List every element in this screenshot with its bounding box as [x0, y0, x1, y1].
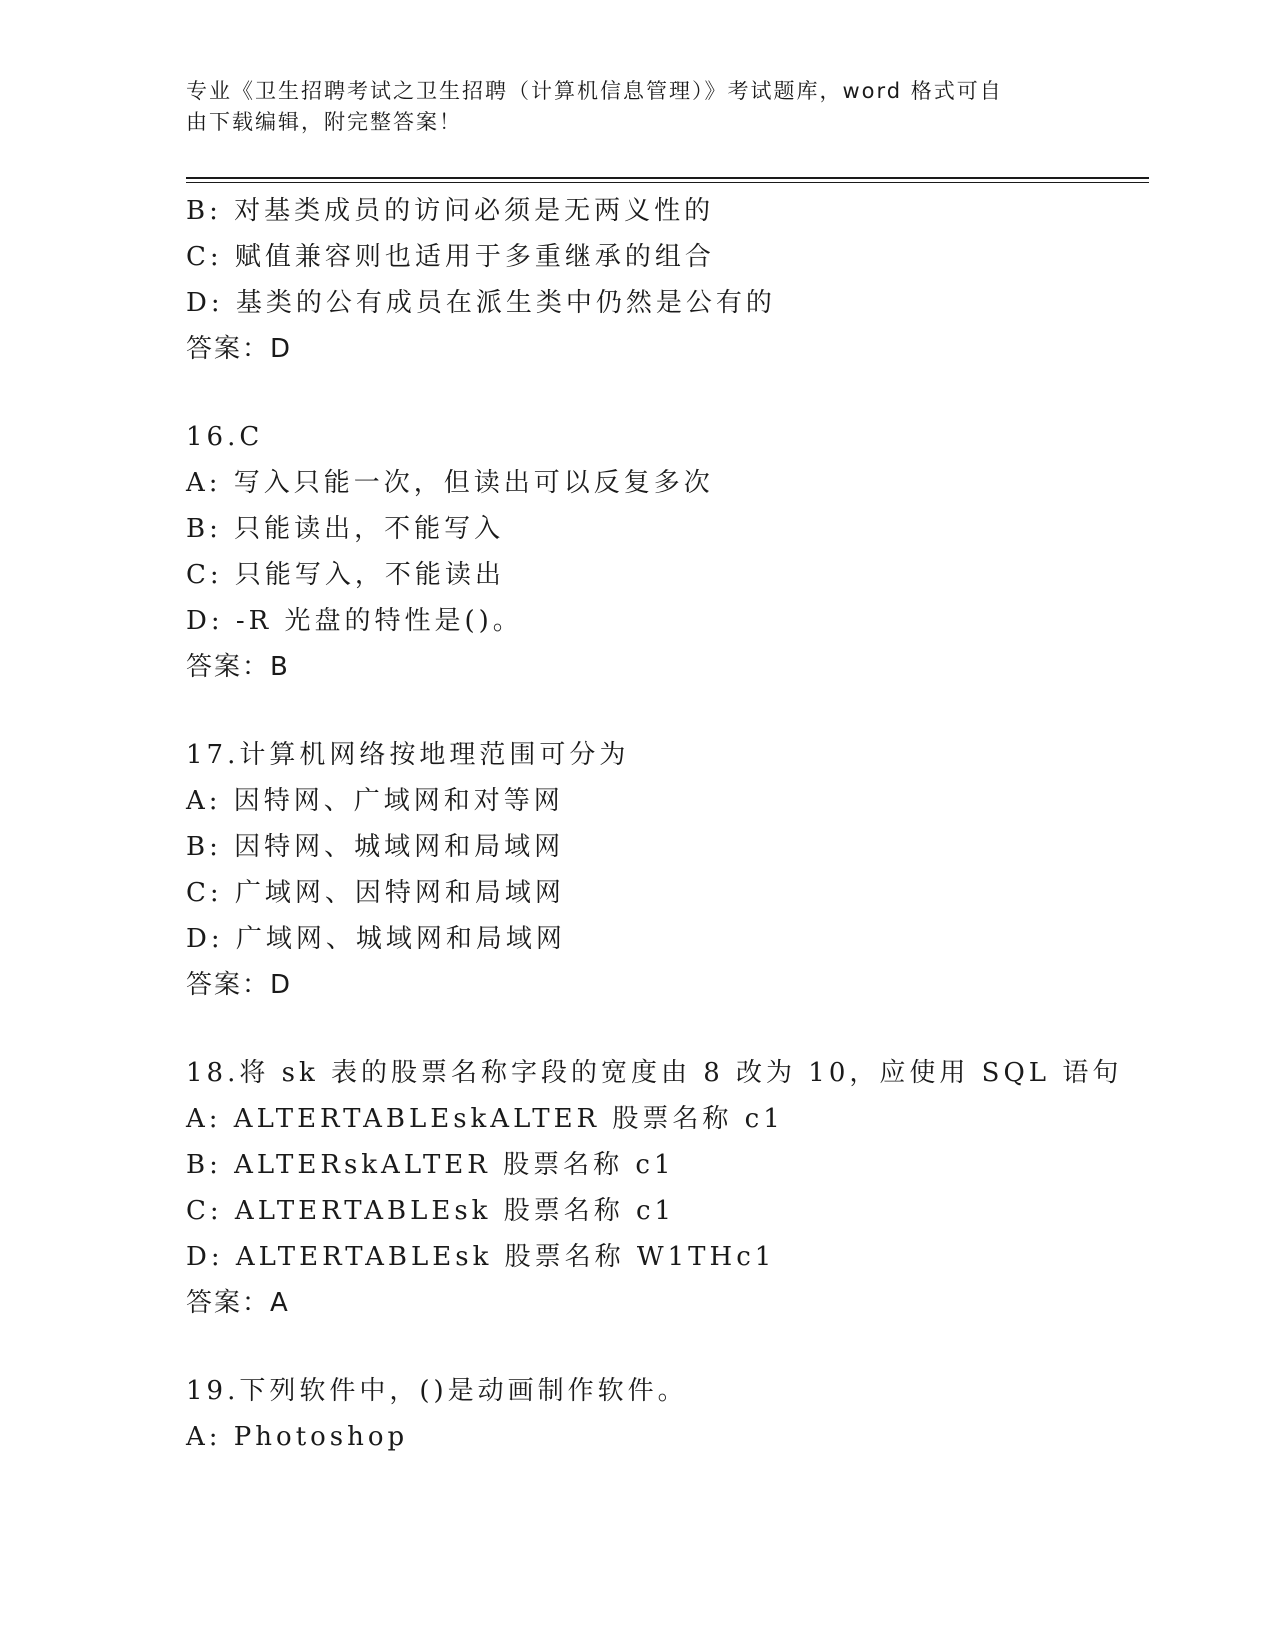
option-a: A: 因特网、广域网和对等网 — [186, 786, 564, 816]
option-b: B: 因特网、城域网和局域网 — [186, 832, 565, 862]
option-c: C: 广域网、因特网和局域网 — [186, 878, 565, 908]
question-block — [186, 414, 1146, 690]
header-line-1: 专业《卫生招聘考试之卫生招聘（计算机信息管理）》考试题库，word 格式可自 — [186, 79, 1003, 103]
option-a: A: Photoshop — [186, 1422, 409, 1452]
answer-line: 答案：D — [186, 970, 293, 1000]
document-header — [186, 76, 1086, 138]
question-text: 19.下列软件中，()是动画制作软件。 — [186, 1376, 688, 1406]
option-c: C: ALTERTABLEsk 股票名称 c1 — [186, 1196, 676, 1226]
option-a: A: 写入只能一次，但读出可以反复多次 — [186, 468, 714, 498]
option-c: C: 只能写入，不能读出 — [186, 560, 505, 590]
answer-line: 答案：B — [186, 652, 290, 682]
option-b: B: 只能读出，不能写入 — [186, 514, 505, 544]
question-block — [186, 1050, 1146, 1326]
header-line-2: 由下载编辑，附完整答案！ — [186, 110, 462, 134]
option-b: B: ALTERskALTER 股票名称 c1 — [186, 1150, 675, 1180]
question-text: 17.计算机网络按地理范围可分为 — [186, 740, 630, 770]
question-block — [186, 1368, 1146, 1460]
option-c: C: 赋值兼容则也适用于多重继承的组合 — [186, 242, 715, 272]
option-b: B: 对基类成员的访问必须是无两义性的 — [186, 196, 715, 226]
option-d: D: ALTERTABLEsk 股票名称 W1THc1 — [186, 1242, 776, 1272]
header-divider-thick — [186, 177, 1149, 179]
option-d: D: -R 光盘的特性是()。 — [186, 606, 523, 636]
question-text: 16.C — [186, 422, 264, 452]
answer-line: 答案：D — [186, 334, 293, 364]
option-a: A: ALTERTABLEskALTER 股票名称 c1 — [186, 1104, 784, 1134]
question-block — [186, 732, 1146, 1008]
answer-line: 答案：A — [186, 1288, 290, 1318]
question-text: 18.将 sk 表的股票名称字段的宽度由 8 改为 10，应使用 SQL 语句 — [186, 1058, 1123, 1088]
question-list — [186, 188, 1146, 1460]
option-d: D: 广域网、城域网和局域网 — [186, 924, 566, 954]
question-block — [186, 188, 1146, 372]
header-divider-thin — [186, 182, 1149, 183]
option-d: D: 基类的公有成员在派生类中仍然是公有的 — [186, 288, 776, 318]
